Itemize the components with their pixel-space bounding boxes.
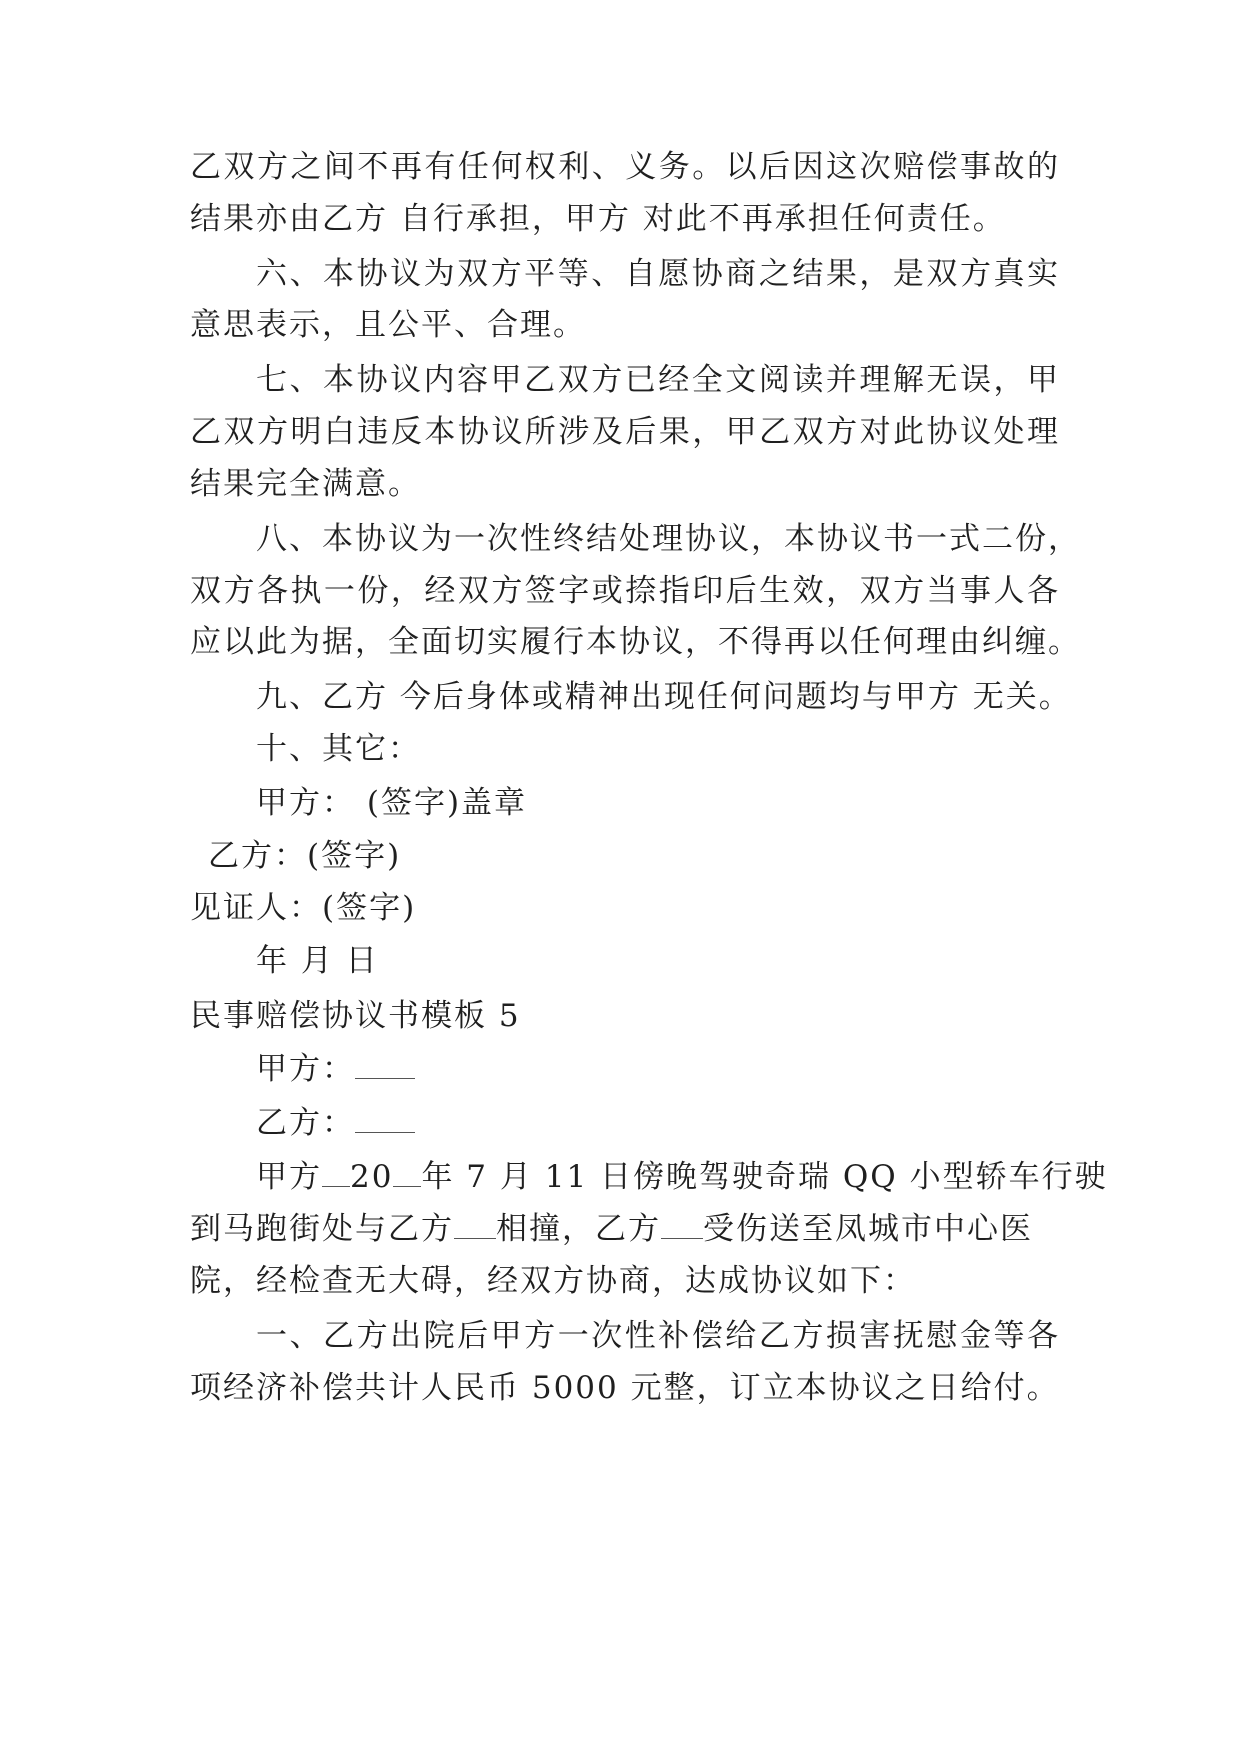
- party-a-line: [256, 1049, 1060, 1089]
- incident-line-1: [256, 1157, 1108, 1197]
- witness-signature: 见证人：(签字): [190, 890, 417, 926]
- clause-1: 一、乙方出院后甲方一次性补偿给乙方损害抚慰金等各: [256, 1318, 1060, 1354]
- text-segment: 甲方: [256, 1159, 322, 1195]
- date-line: 年 月 日: [256, 943, 379, 979]
- text-line: 应以此为据，全面切实履行本协议，不得再以任何理由纠缠。: [190, 624, 1081, 660]
- clause-9: 九、乙方 今后身体或精神出现任何问题均与甲方 无关。: [256, 679, 1072, 715]
- clause-6: 六、本协议为双方平等、自愿协商之结果，是双方真实: [256, 256, 1060, 292]
- party-b-signature: 乙方：(签字): [208, 838, 402, 874]
- text-line: 项经济补偿共计人民币 5000 元整，订立本协议之日给付。: [190, 1370, 1060, 1406]
- text-segment: 相撞，乙方: [496, 1211, 661, 1247]
- blank-field: [393, 1160, 421, 1187]
- party-a-signature: 甲方： (签字)盖章: [256, 785, 528, 821]
- blank-field: [322, 1160, 350, 1187]
- blank-field: [355, 1052, 415, 1079]
- text-line: 乙双方之间不再有任何权利、义务。以后因这次赔偿事故的: [190, 149, 1060, 185]
- party-a-label: 甲方：: [256, 1051, 355, 1087]
- text-segment: 受伤送至凤城市中心医: [703, 1211, 1033, 1247]
- text-line: 院，经检查无大碍，经双方协商，达成协议如下：: [190, 1263, 916, 1299]
- section-title: 民事赔偿协议书模板 5: [190, 998, 521, 1034]
- clause-8: 八、本协议为一次性终结处理协议，本协议书一式二份，: [256, 521, 1081, 557]
- blank-field: [355, 1106, 415, 1133]
- party-b-label: 乙方：: [256, 1105, 355, 1141]
- text-line: 结果亦由乙方 自行承担，甲方 对此不再承担任何责任。: [190, 201, 1006, 237]
- text-segment: 年 7 月 11 日傍晚驾驶奇瑞 QQ 小型轿车行驶: [421, 1159, 1108, 1195]
- text-segment: 20: [350, 1159, 394, 1195]
- blank-field: [454, 1212, 496, 1239]
- clause-7: 七、本协议内容甲乙双方已经全文阅读并理解无误，甲: [256, 362, 1060, 398]
- blank-field: [661, 1212, 703, 1239]
- text-line: 意思表示，且公平、合理。: [190, 307, 586, 343]
- party-b-line: [256, 1103, 1060, 1143]
- text-line: 双方各执一份，经双方签字或捺指印后生效，双方当事人各: [190, 573, 1060, 609]
- text-line: 乙双方明白违反本协议所涉及后果，甲乙双方对此协议处理: [190, 414, 1060, 450]
- incident-line-2: [190, 1209, 1060, 1249]
- text-segment: 到马跑街处与乙方: [190, 1211, 454, 1247]
- text-line: 结果完全满意。: [190, 466, 421, 502]
- clause-10: 十、其它：: [256, 731, 421, 767]
